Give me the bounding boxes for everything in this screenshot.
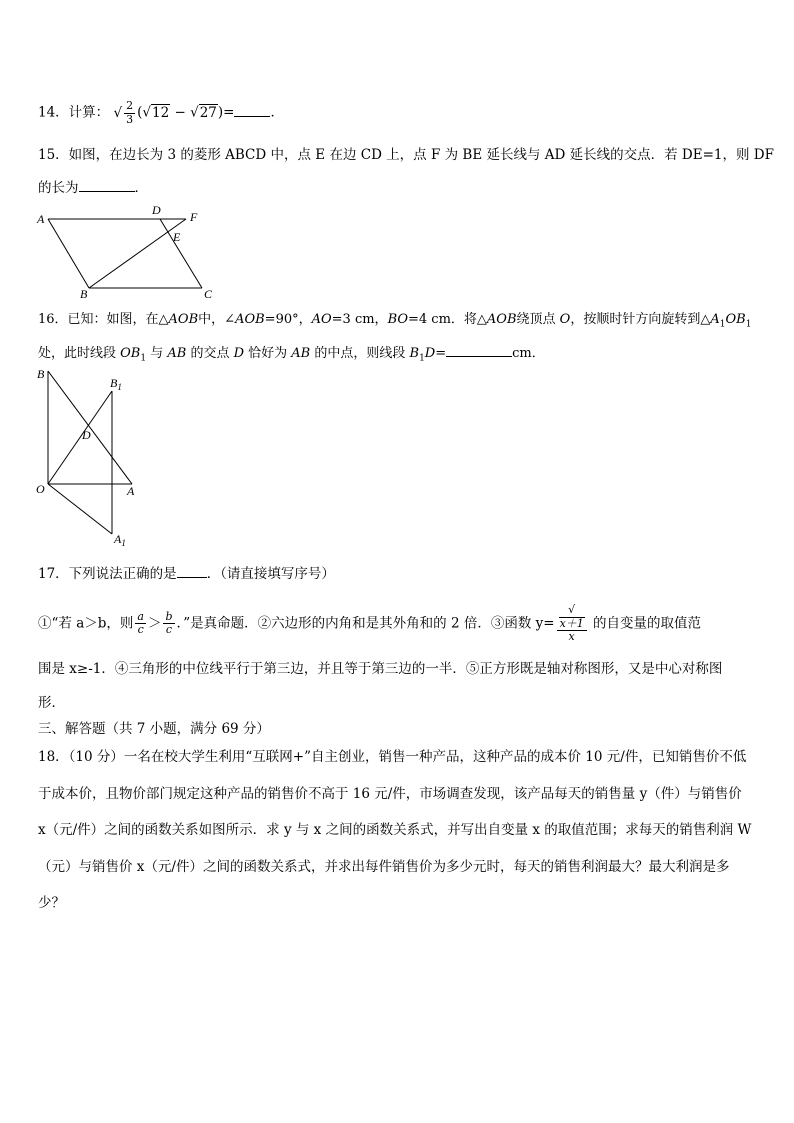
segment-OA1	[48, 484, 112, 534]
section-heading: 三、解答题（共 7 小题，满分 69 分）	[38, 721, 270, 737]
segment-AB	[48, 219, 89, 288]
answer-blank-15[interactable]	[79, 179, 135, 192]
segment-OB1	[48, 391, 112, 484]
q14-line: 14．计算： √ $\frac{2}{3}$ (√12 − √27)= ．	[38, 99, 284, 126]
q14-inner-b: 27	[199, 104, 217, 121]
label-B: B	[37, 367, 45, 381]
q18-line2: 于成本价，且物价部门规定这种产品的销售价不高于 16 元/件，市场调查发现，该产品每天的销售量 y（件）与销售价	[38, 786, 742, 802]
rhombus-figure	[34, 203, 214, 303]
q17-line4: 形．	[38, 695, 65, 711]
label-A: A	[127, 484, 135, 498]
segment-DC	[160, 219, 202, 288]
q17-line3: 围是 x≥-1．④三角形的中位线平行于第三边，并且等于第三边的一半．⑤正方形既是轴对称图形，又是中心对称图	[38, 661, 723, 677]
answer-blank-16[interactable]	[446, 344, 512, 357]
q16-line1: 16．已知：如图，在△AOB中，∠AOB=90°，AO=3 cm，BO=4 cm．将△AOB绕顶点 O，按顺时针方向旋转到$\triangle A_1OB_1$	[38, 312, 752, 330]
q18-line4: （元）与销售价 x（元/件）之间的函数关系式，并求出每件销售价为多少元时，每天的销售利润最大？最大利润是多	[38, 859, 730, 875]
label-C: C	[204, 287, 213, 301]
q18-line1: 18．（10 分）一名在校大学生利用“互联网+”自主创业，销售一种产品，这种产品的成本价 10 元/件，已知销售价不低	[38, 749, 747, 765]
label-F: F	[190, 210, 198, 224]
q14-label: 14．计算：	[38, 104, 110, 121]
label-B1: $B_1$	[110, 376, 122, 392]
label-B: B	[80, 287, 88, 301]
label-A: A	[37, 212, 45, 226]
rotation-figure	[34, 366, 140, 552]
q18-line5: 少？	[38, 895, 65, 911]
label-D: D	[152, 203, 161, 217]
q15-line1: 15．如图，在边长为 3 的菱形 ABCD 中，点 E 在边 CD 上，点 F 为 BE 延长线与 AD 延长线的交点．若 DE=1，则 DF	[38, 147, 774, 163]
q14-sqrt-fraction: √ $\frac{2}{3}$	[113, 99, 134, 126]
label-O: O	[36, 482, 45, 496]
q17-line1: 17．下列说法正确的是 ．（请直接填写序号）	[38, 566, 335, 582]
q16-line2: 处，此时线段 $OB_1$ 与 AB 的交点 D 恰好为 AB 的中点，则线段 $B_1D=$ cm．	[38, 346, 545, 364]
segment-BF	[89, 219, 186, 288]
label-A1: $A_1$	[114, 532, 126, 548]
q18-line3: x（元/件）之间的函数关系如图所示．求 y 与 x 之间的函数关系式，并写出自变量 x 的取值范围；求每天的销售利润 W	[38, 822, 752, 838]
label-D: D	[82, 428, 91, 442]
answer-blank-17[interactable]	[177, 565, 207, 578]
answer-blank-14[interactable]	[234, 104, 270, 117]
q15-line2: 的长为 ．	[38, 180, 148, 196]
label-E: E	[173, 230, 181, 244]
q17-line2: ①“若 a＞b，则 $\frac{a}{c}$ ＞ $\frac{b}{c}$ ．”是真命题．②六边形的内角和是其外角和的 2 倍．③函数 y= √ x＋1 x 的自变量的取值范	[38, 603, 702, 644]
q14-inner-a: 12	[151, 104, 170, 121]
